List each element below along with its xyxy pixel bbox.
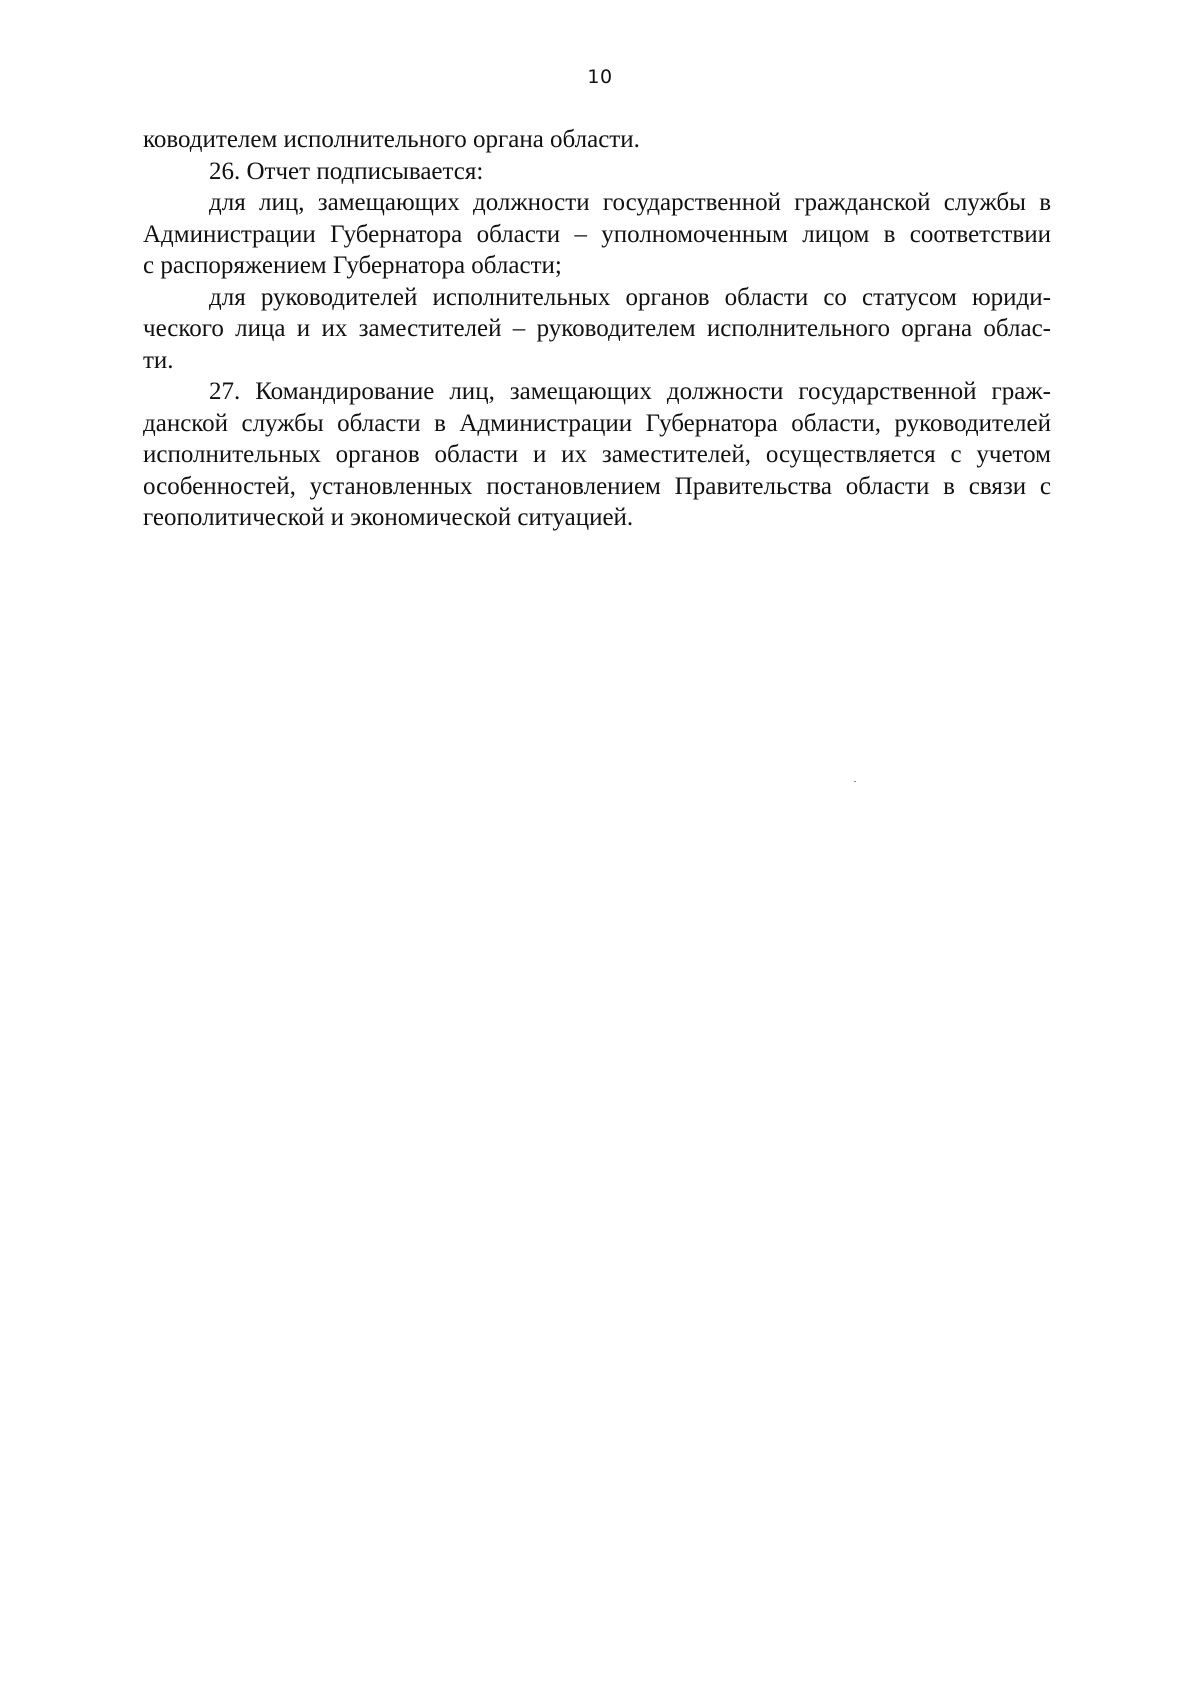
text-line: исполнительных органов области и их заместителей, осуществляется с учетом bbox=[143, 441, 1051, 468]
text-line: с распоряжением Губернатора области; bbox=[143, 252, 562, 279]
text-line: ческого лица и их заместителей – руководителем исполнительного органа облас- bbox=[143, 315, 1051, 342]
text-line: для лиц, замещающих должности государственной гражданской службы в bbox=[209, 189, 1051, 216]
text-line: Администрации Губернатора области – уполномоченным лицом в соответствии bbox=[143, 220, 1051, 248]
text-line: ти. bbox=[143, 346, 174, 374]
text-line: ководителем исполнительного органа области. bbox=[143, 126, 640, 153]
page-number: 10 bbox=[587, 66, 613, 88]
text-line: данской службы области в Администрации Губернатора области, руководителей bbox=[143, 409, 1051, 437]
document-body bbox=[143, 124, 1051, 534]
scan-speck bbox=[854, 781, 856, 782]
text-line: геополитической и экономической ситуацией. bbox=[143, 504, 634, 531]
text-line: 26. Отчет подписывается: bbox=[209, 157, 484, 185]
text-line: 27. Командирование лиц, замещающих должности государственной граж- bbox=[209, 378, 1051, 405]
text-line: для руководителей исполнительных органов области со статусом юриди- bbox=[209, 283, 1051, 311]
text-line: особенностей, установленных постановлением Правительства области в связи с bbox=[143, 472, 1051, 500]
